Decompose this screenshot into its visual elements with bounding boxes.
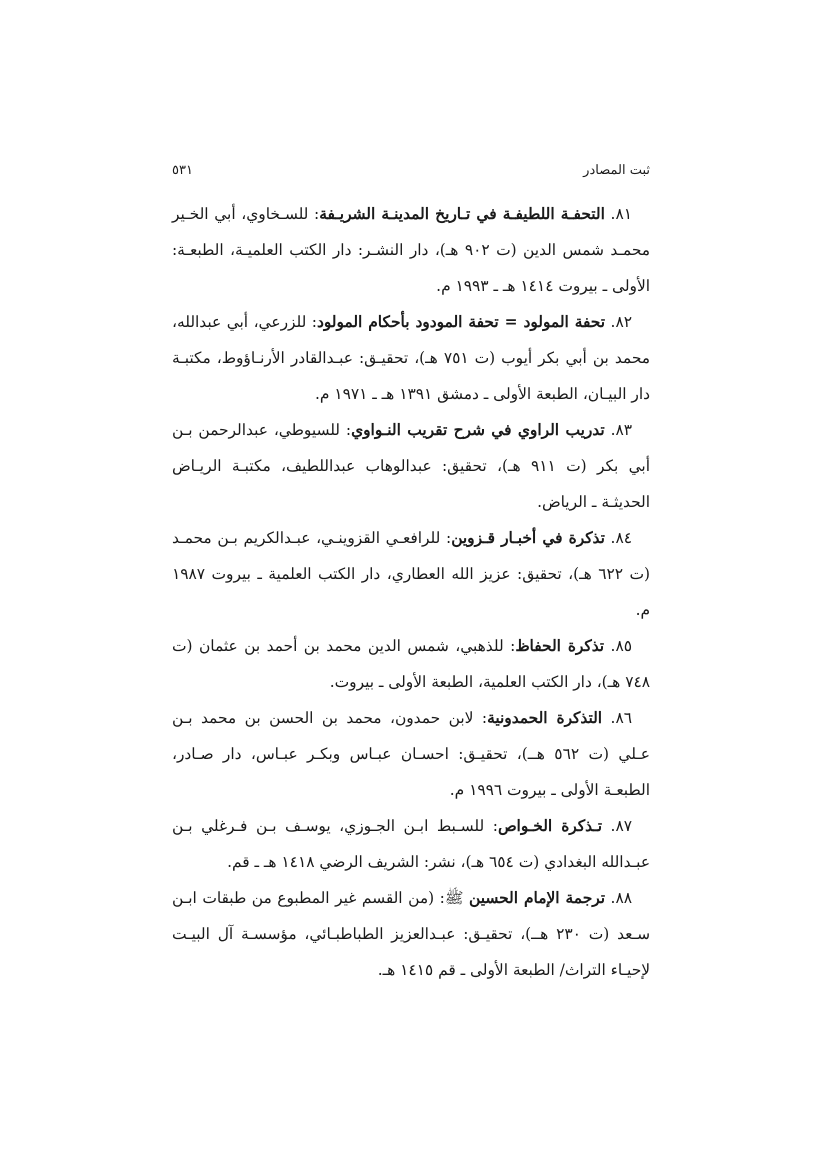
entry-title: التحفـة اللطيفـة في تـاريخ المدينـة الشريـفة — [319, 205, 605, 223]
bibliography-entry — [172, 196, 650, 304]
bibliography-entry — [172, 304, 650, 412]
entry-details: : للذهبي، شمس الدين محمد بن أحمد بن عثمان (ت ٧٤٨ هـ)، دار الكتب العلمية، الطبعة الأولى ـ بيروت. — [172, 637, 650, 691]
entry-number: ٨٥. — [604, 637, 632, 655]
entry-details: : للرافعـي القزوينـي، عبـدالكريم بـن محمـد (ت ٦٢٢ هـ)، تحقيق: عزيز الله العطاري، دار الكتب العلمية ـ بيروت ١٩٨٧ م. — [172, 529, 651, 619]
entry-title: تـذكرة الخـواص — [497, 817, 602, 835]
entry-number: ٨٤. — [604, 529, 632, 547]
running-header — [172, 163, 650, 185]
bibliography-entry — [172, 700, 650, 808]
page-number: ٥٣١ — [172, 163, 193, 178]
bibliography-entry — [172, 628, 650, 700]
entry-details: : للسـخاوي، أبي الخـير محمـد شمس الدين (ت ٩٠٢ هـ)، دار النشـر: دار الكتب العلميـة، الطبعـة: الأولى ـ بيروت ١٤١٤ هـ ـ ١٩٩٣ م. — [172, 205, 650, 295]
entry-title: تدريب الراوي في شرح تقريب النـواوي — [351, 421, 605, 439]
entry-title: تحفة المولود = تحفة المودود بأحكام المولود — [316, 313, 606, 331]
entry-details: : لابن حمدون، محمد بن الحسن بن محمد بـن عـلي (ت ٥٦٢ هــ)، تحقيـق: احسـان عبـاس وبكـر عبـاس، دار صـادر، الطبعـة الأولى ـ بيروت ١٩٩٦ م. — [172, 709, 650, 799]
entry-title: تذكرة في أخبـار قـزوين — [451, 529, 605, 547]
bibliography-entry — [172, 880, 650, 988]
header-title: ثبت المصادر — [583, 163, 650, 178]
bibliography-entry — [172, 412, 650, 520]
entry-number: ٨٨. — [605, 889, 632, 907]
entry-details: : للسـبط ابـن الجـوزي، يوسـف بـن فـرغلي بـن عبـدالله البغدادي (ت ٦٥٤ هـ)، نشر: الشريف الرضي ١٤١٨ هـ ـ قم. — [172, 817, 650, 871]
entry-number: ٨٧. — [601, 817, 632, 835]
entry-number: ٨٢. — [605, 313, 632, 331]
bibliography-entry — [172, 520, 650, 628]
entry-number: ٨٣. — [604, 421, 633, 439]
header-divider — [172, 188, 650, 189]
entry-number: ٨٦. — [602, 709, 632, 727]
entry-title: التذكرة الحمدونية — [487, 709, 603, 727]
entry-details: : للسيوطي، عبدالرحمن بـن أبي بكر (ت ٩١١ هـ)، تحقيق: عبدالوهاب عبداللطيف، مكتبـة الريـاض الحديثـة ـ الرياض. — [172, 421, 650, 511]
entry-details: ﷺ: (من القسم غير المطبوع من طبقات ابـن سـعد (ت ٢٣٠ هــ)، تحقيـق: عبـدالعزيز الطباطبـائي، مؤسسـة آل البيـت لإحيـاء التراث/ الطبعة الأولى ـ قم ١٤١٥ هـ. — [172, 889, 650, 979]
bibliography-list — [172, 196, 650, 988]
entry-number: ٨١. — [604, 205, 632, 223]
entry-title: ترجمة الإمام الحسين — [469, 889, 605, 907]
entry-details: : للزرعي، أبي عبدالله، محمد بن أبي بكر أيوب (ت ٧٥١ هـ)، تحقيـق: عبـدالقادر الأرنـاؤوط، مكتبـة دار البيـان، الطبعة الأولى ـ دمشق ١٣٩١ هـ ـ ١٩٧١ م. — [172, 313, 651, 403]
bibliography-entry — [172, 808, 650, 880]
entry-title: تذكرة الحفاظ — [515, 637, 605, 655]
